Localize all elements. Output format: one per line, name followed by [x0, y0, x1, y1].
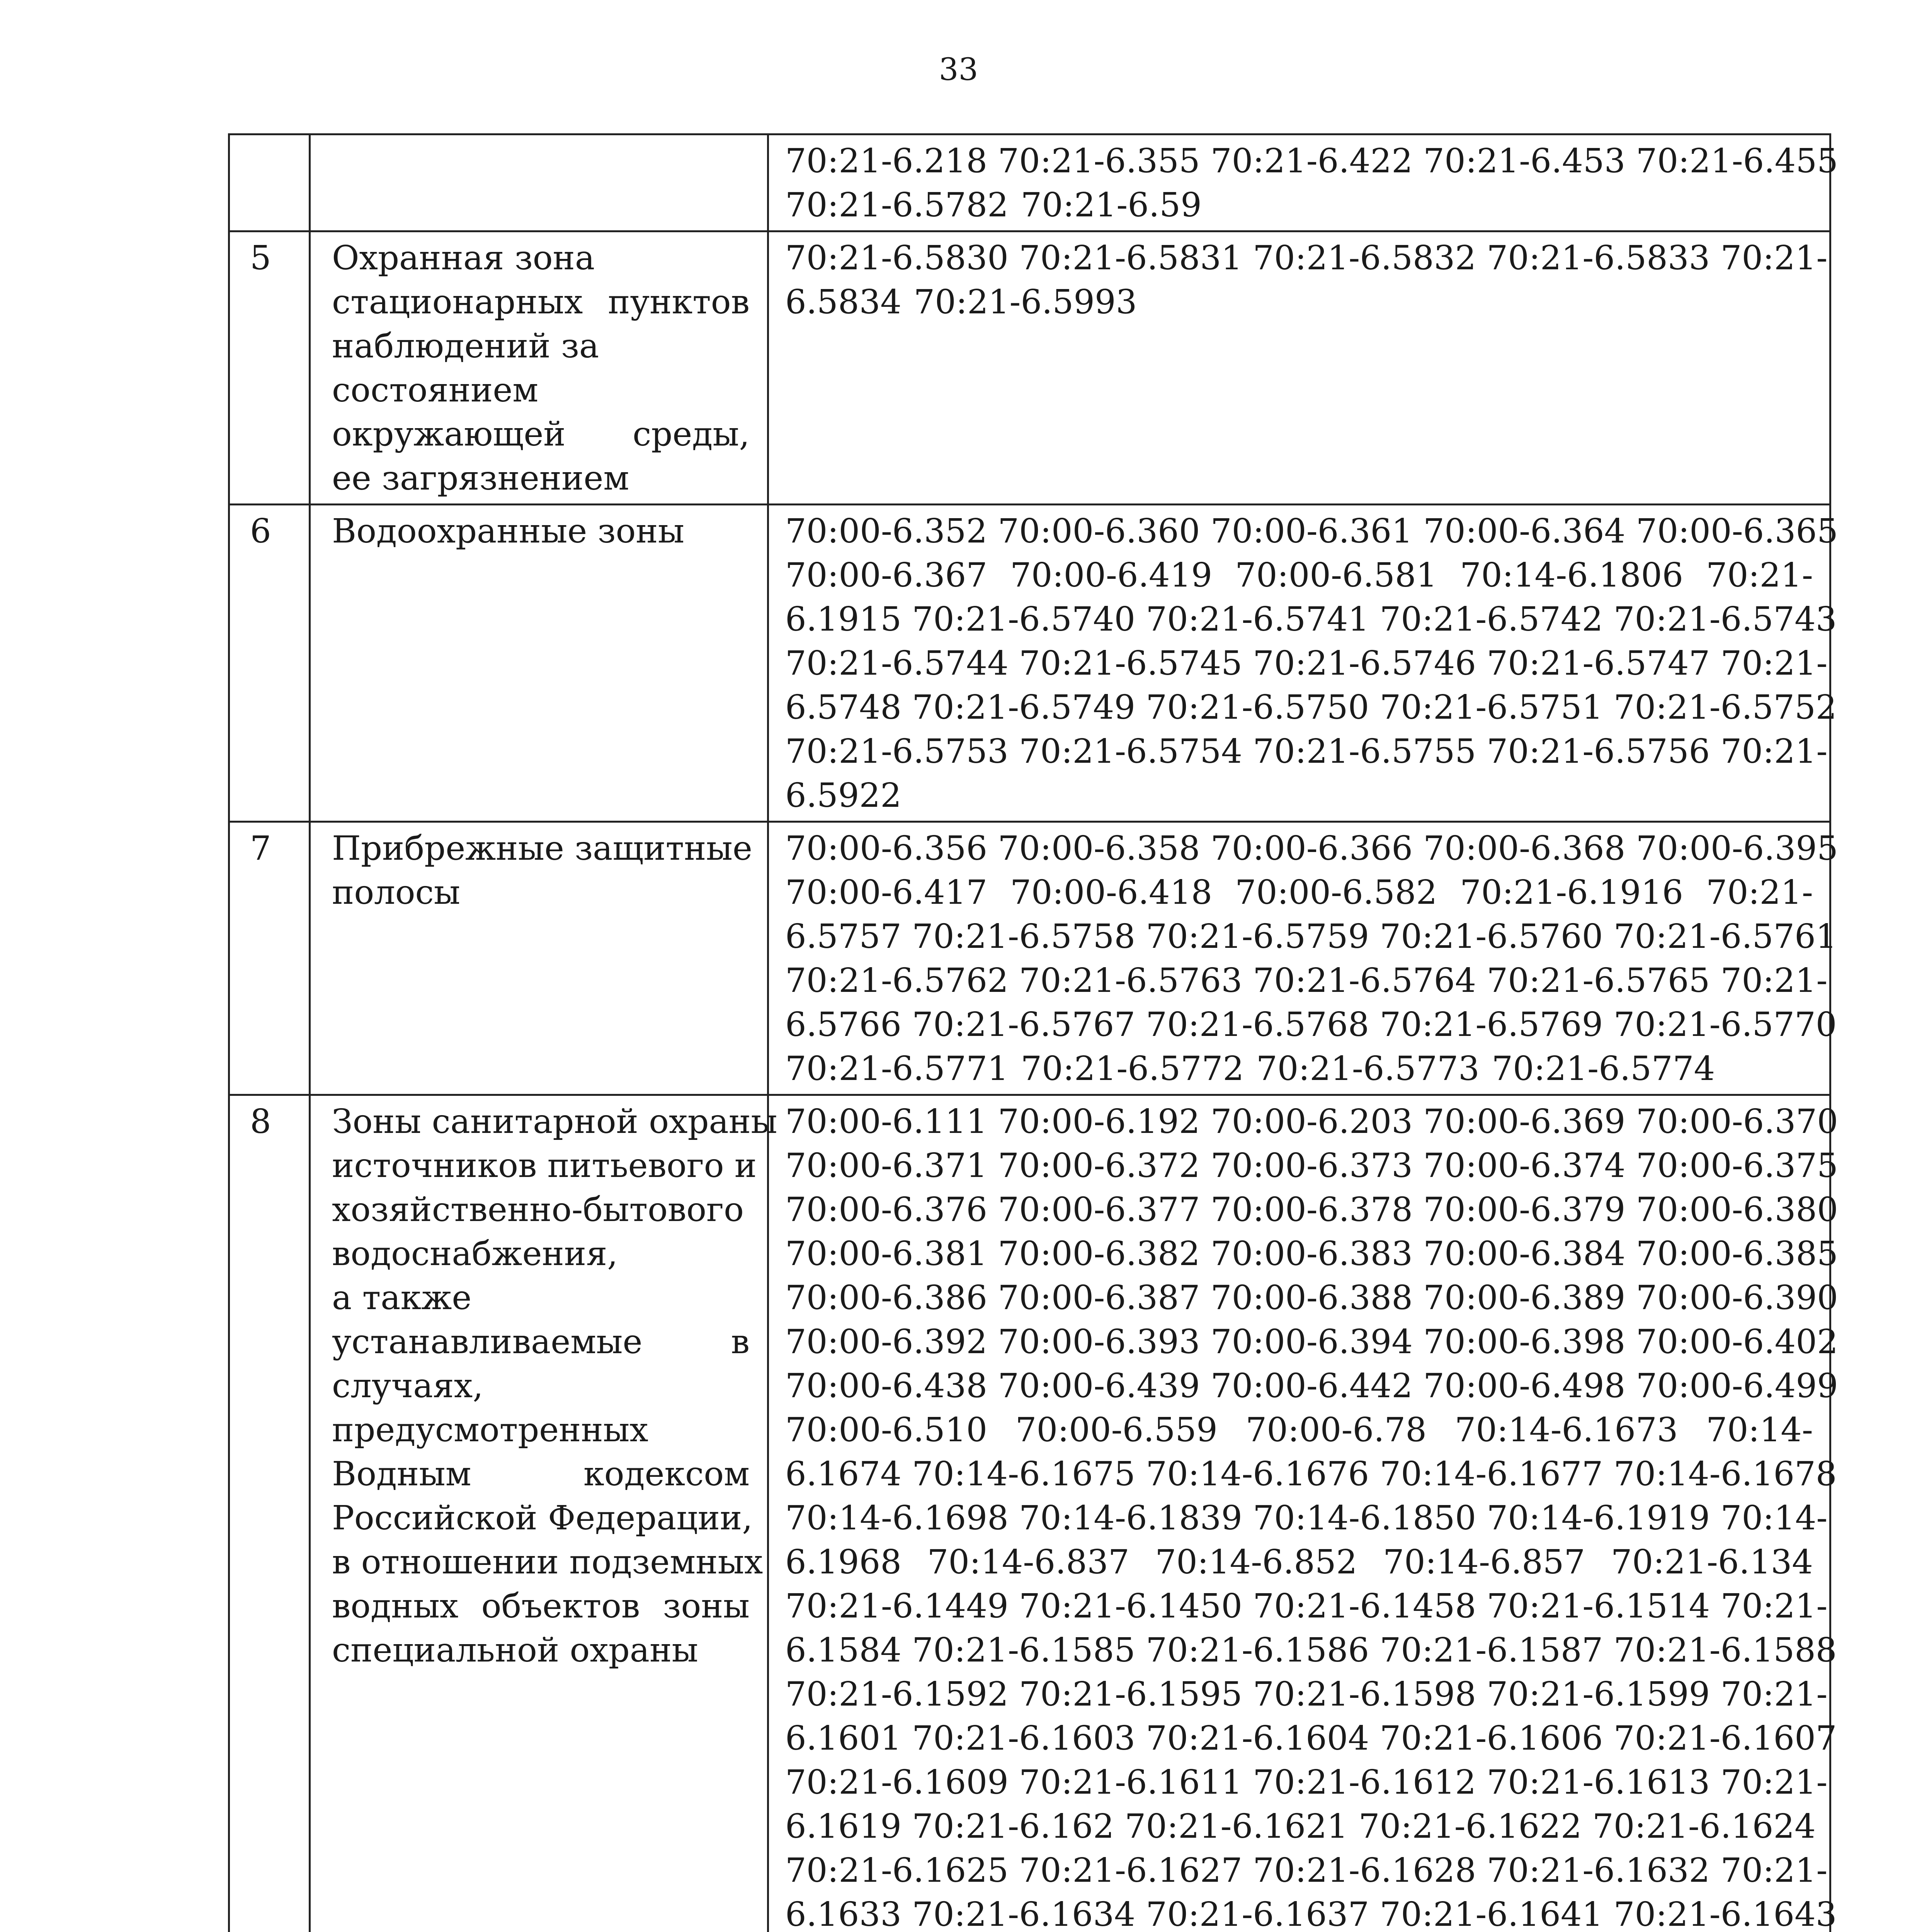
- row-number-cell: [229, 231, 310, 505]
- row-number-cell: [229, 822, 310, 1095]
- zone-name-line: окружающей среды,: [332, 415, 750, 454]
- zones-table-body: [229, 134, 1838, 1932]
- zone-code-line: 70:21-6.5744 70:21-6.5745 70:21-6.5746 70:21-6.5747 70:21-: [785, 644, 1828, 683]
- zone-name-cell: [310, 134, 768, 231]
- zone-code-line: 70:21-6.5771 70:21-6.5772 70:21-6.5773 70:21-6.5774: [785, 1049, 1715, 1088]
- zone-name-line: стационарных пунктов: [332, 283, 750, 321]
- zone-code-line: 70:21-6.5782 70:21-6.59: [785, 186, 1202, 224]
- zone-code-line: 70:21-6.5762 70:21-6.5763 70:21-6.5764 70:21-6.5765 70:21-: [785, 961, 1828, 1000]
- zone-name-line: Водным кодексом: [332, 1455, 750, 1493]
- row-number: 8: [250, 1102, 271, 1141]
- zone-name-line: водоснабжения,: [332, 1235, 618, 1273]
- zone-code-line: 70:00-6.367 70:00-6.419 70:00-6.581 70:14-6.1806 70:21-: [785, 556, 1813, 595]
- zone-codes-cell: [768, 231, 1830, 505]
- zone-codes-cell: [768, 822, 1838, 1095]
- zone-code-line: 70:00-6.417 70:00-6.418 70:00-6.582 70:21-6.1916 70:21-: [785, 873, 1813, 912]
- zone-name-line: а также: [332, 1279, 472, 1317]
- zone-code-line: 70:00-6.510 70:00-6.559 70:00-6.78 70:14-6.1673 70:14-: [785, 1411, 1813, 1449]
- row-number-cell: [229, 134, 310, 231]
- zone-name-cell: [310, 822, 768, 1095]
- zone-code-line: 6.1915 70:21-6.5740 70:21-6.5741 70:21-6.5742 70:21-6.5743: [785, 600, 1837, 639]
- zone-name-line: Прибрежные защитные: [332, 829, 752, 868]
- zone-code-line: 6.1968 70:14-6.837 70:14-6.852 70:14-6.857 70:21-6.134: [785, 1543, 1813, 1582]
- zone-code-line: 6.5757 70:21-6.5758 70:21-6.5759 70:21-6.5760 70:21-6.5761: [785, 917, 1837, 956]
- zone-code-line: 6.1584 70:21-6.1585 70:21-6.1586 70:21-6.1587 70:21-6.1588: [785, 1631, 1837, 1670]
- zone-code-line: 6.1674 70:14-6.1675 70:14-6.1676 70:14-6.1677 70:14-6.1678: [785, 1455, 1837, 1493]
- zone-name-line: состоянием: [332, 371, 539, 410]
- zone-name-line: ее загрязнением: [332, 459, 629, 498]
- zones-table: [228, 133, 1838, 1932]
- zone-code-line: 70:00-6.111 70:00-6.192 70:00-6.203 70:00-6.369 70:00-6.370: [785, 1102, 1838, 1141]
- zone-code-line: 70:21-6.1609 70:21-6.1611 70:21-6.1612 70:21-6.1613 70:21-: [785, 1763, 1828, 1802]
- zone-code-line: 70:00-6.356 70:00-6.358 70:00-6.366 70:00-6.368 70:00-6.395: [785, 829, 1838, 868]
- zone-name-line: полосы: [332, 873, 461, 912]
- zone-code-line: 70:00-6.438 70:00-6.439 70:00-6.442 70:00-6.498 70:00-6.499: [785, 1367, 1838, 1405]
- zone-name-line: источников питьевого и: [332, 1146, 757, 1185]
- row-number: 5: [250, 239, 271, 277]
- zone-code-line: 70:21-6.1592 70:21-6.1595 70:21-6.1598 70:21-6.1599 70:21-: [785, 1675, 1828, 1714]
- row-number: 7: [250, 829, 271, 868]
- page-number: 33: [939, 51, 978, 87]
- zone-code-line: 70:21-6.5830 70:21-6.5831 70:21-6.5832 70:21-6.5833 70:21-: [785, 239, 1828, 277]
- table-row: [229, 822, 1830, 1095]
- zone-code-line: 6.1619 70:21-6.162 70:21-6.1621 70:21-6.1622 70:21-6.1624: [785, 1807, 1816, 1846]
- table-row: [229, 134, 1830, 231]
- table-row: [229, 505, 1830, 822]
- zone-code-line: 6.5748 70:21-6.5749 70:21-6.5750 70:21-6.5751 70:21-6.5752: [785, 688, 1837, 727]
- row-number-cell: [229, 1095, 310, 1932]
- zone-code-line: 6.5922: [785, 776, 902, 815]
- zone-name-line: водных объектов зоны: [332, 1587, 750, 1626]
- zone-name-line: Российской Федерации,: [332, 1499, 753, 1537]
- zone-code-line: 70:21-6.218 70:21-6.355 70:21-6.422 70:21-6.453 70:21-6.455: [785, 142, 1838, 180]
- row-number-cell: [229, 505, 310, 822]
- zone-code-line: 70:14-6.1698 70:14-6.1839 70:14-6.1850 70:14-6.1919 70:14-: [785, 1499, 1828, 1537]
- zone-code-line: 70:00-6.352 70:00-6.360 70:00-6.361 70:00-6.364 70:00-6.365: [785, 512, 1838, 551]
- zone-name-line: хозяйственно-бытового: [332, 1190, 744, 1229]
- zone-name-line: случаях,: [332, 1367, 483, 1405]
- zone-code-line: 6.5834 70:21-6.5993: [785, 283, 1137, 321]
- zone-name-line: в отношении подземных: [332, 1543, 763, 1582]
- zone-codes-cell: [768, 134, 1838, 231]
- zone-name-line: Зоны санитарной охраны: [332, 1102, 777, 1141]
- table-row: [229, 231, 1830, 505]
- zone-code-line: 70:00-6.381 70:00-6.382 70:00-6.383 70:00-6.384 70:00-6.385: [785, 1235, 1838, 1273]
- zone-name-cell: [310, 231, 768, 505]
- zone-name-line: устанавливаемые в: [332, 1323, 750, 1361]
- zone-name-line: наблюдений за: [332, 327, 599, 366]
- row-number: 6: [250, 512, 271, 551]
- zone-codes-cell: [768, 1095, 1838, 1932]
- zone-name-line: Водоохранные зоны: [332, 512, 685, 551]
- zone-name-line: специальной охраны: [332, 1631, 698, 1670]
- zone-codes-cell: [768, 505, 1838, 822]
- zone-name-line: предусмотренных: [332, 1411, 648, 1449]
- zone-code-line: 6.5766 70:21-6.5767 70:21-6.5768 70:21-6.5769 70:21-6.5770: [785, 1005, 1837, 1044]
- zone-name-line: Охранная зона: [332, 239, 595, 277]
- zone-code-line: 70:00-6.371 70:00-6.372 70:00-6.373 70:00-6.374 70:00-6.375: [785, 1146, 1838, 1185]
- zone-code-line: 6.1633 70:21-6.1634 70:21-6.1637 70:21-6.1641 70:21-6.1643: [785, 1895, 1837, 1932]
- zone-code-line: 70:00-6.392 70:00-6.393 70:00-6.394 70:00-6.398 70:00-6.402: [785, 1323, 1838, 1361]
- zone-code-line: 70:00-6.386 70:00-6.387 70:00-6.388 70:00-6.389 70:00-6.390: [785, 1279, 1838, 1317]
- zone-name-cell: [310, 1095, 777, 1932]
- zone-code-line: 70:21-6.1449 70:21-6.1450 70:21-6.1458 70:21-6.1514 70:21-: [785, 1587, 1828, 1626]
- zone-code-line: 70:00-6.376 70:00-6.377 70:00-6.378 70:00-6.379 70:00-6.380: [785, 1190, 1838, 1229]
- zone-code-line: 70:21-6.1625 70:21-6.1627 70:21-6.1628 70:21-6.1632 70:21-: [785, 1851, 1828, 1890]
- table-row: [229, 1095, 1830, 1932]
- zone-code-line: 6.1601 70:21-6.1603 70:21-6.1604 70:21-6.1606 70:21-6.1607: [785, 1719, 1837, 1758]
- zone-code-line: 70:21-6.5753 70:21-6.5754 70:21-6.5755 70:21-6.5756 70:21-: [785, 732, 1828, 771]
- zone-name-cell: [310, 505, 768, 822]
